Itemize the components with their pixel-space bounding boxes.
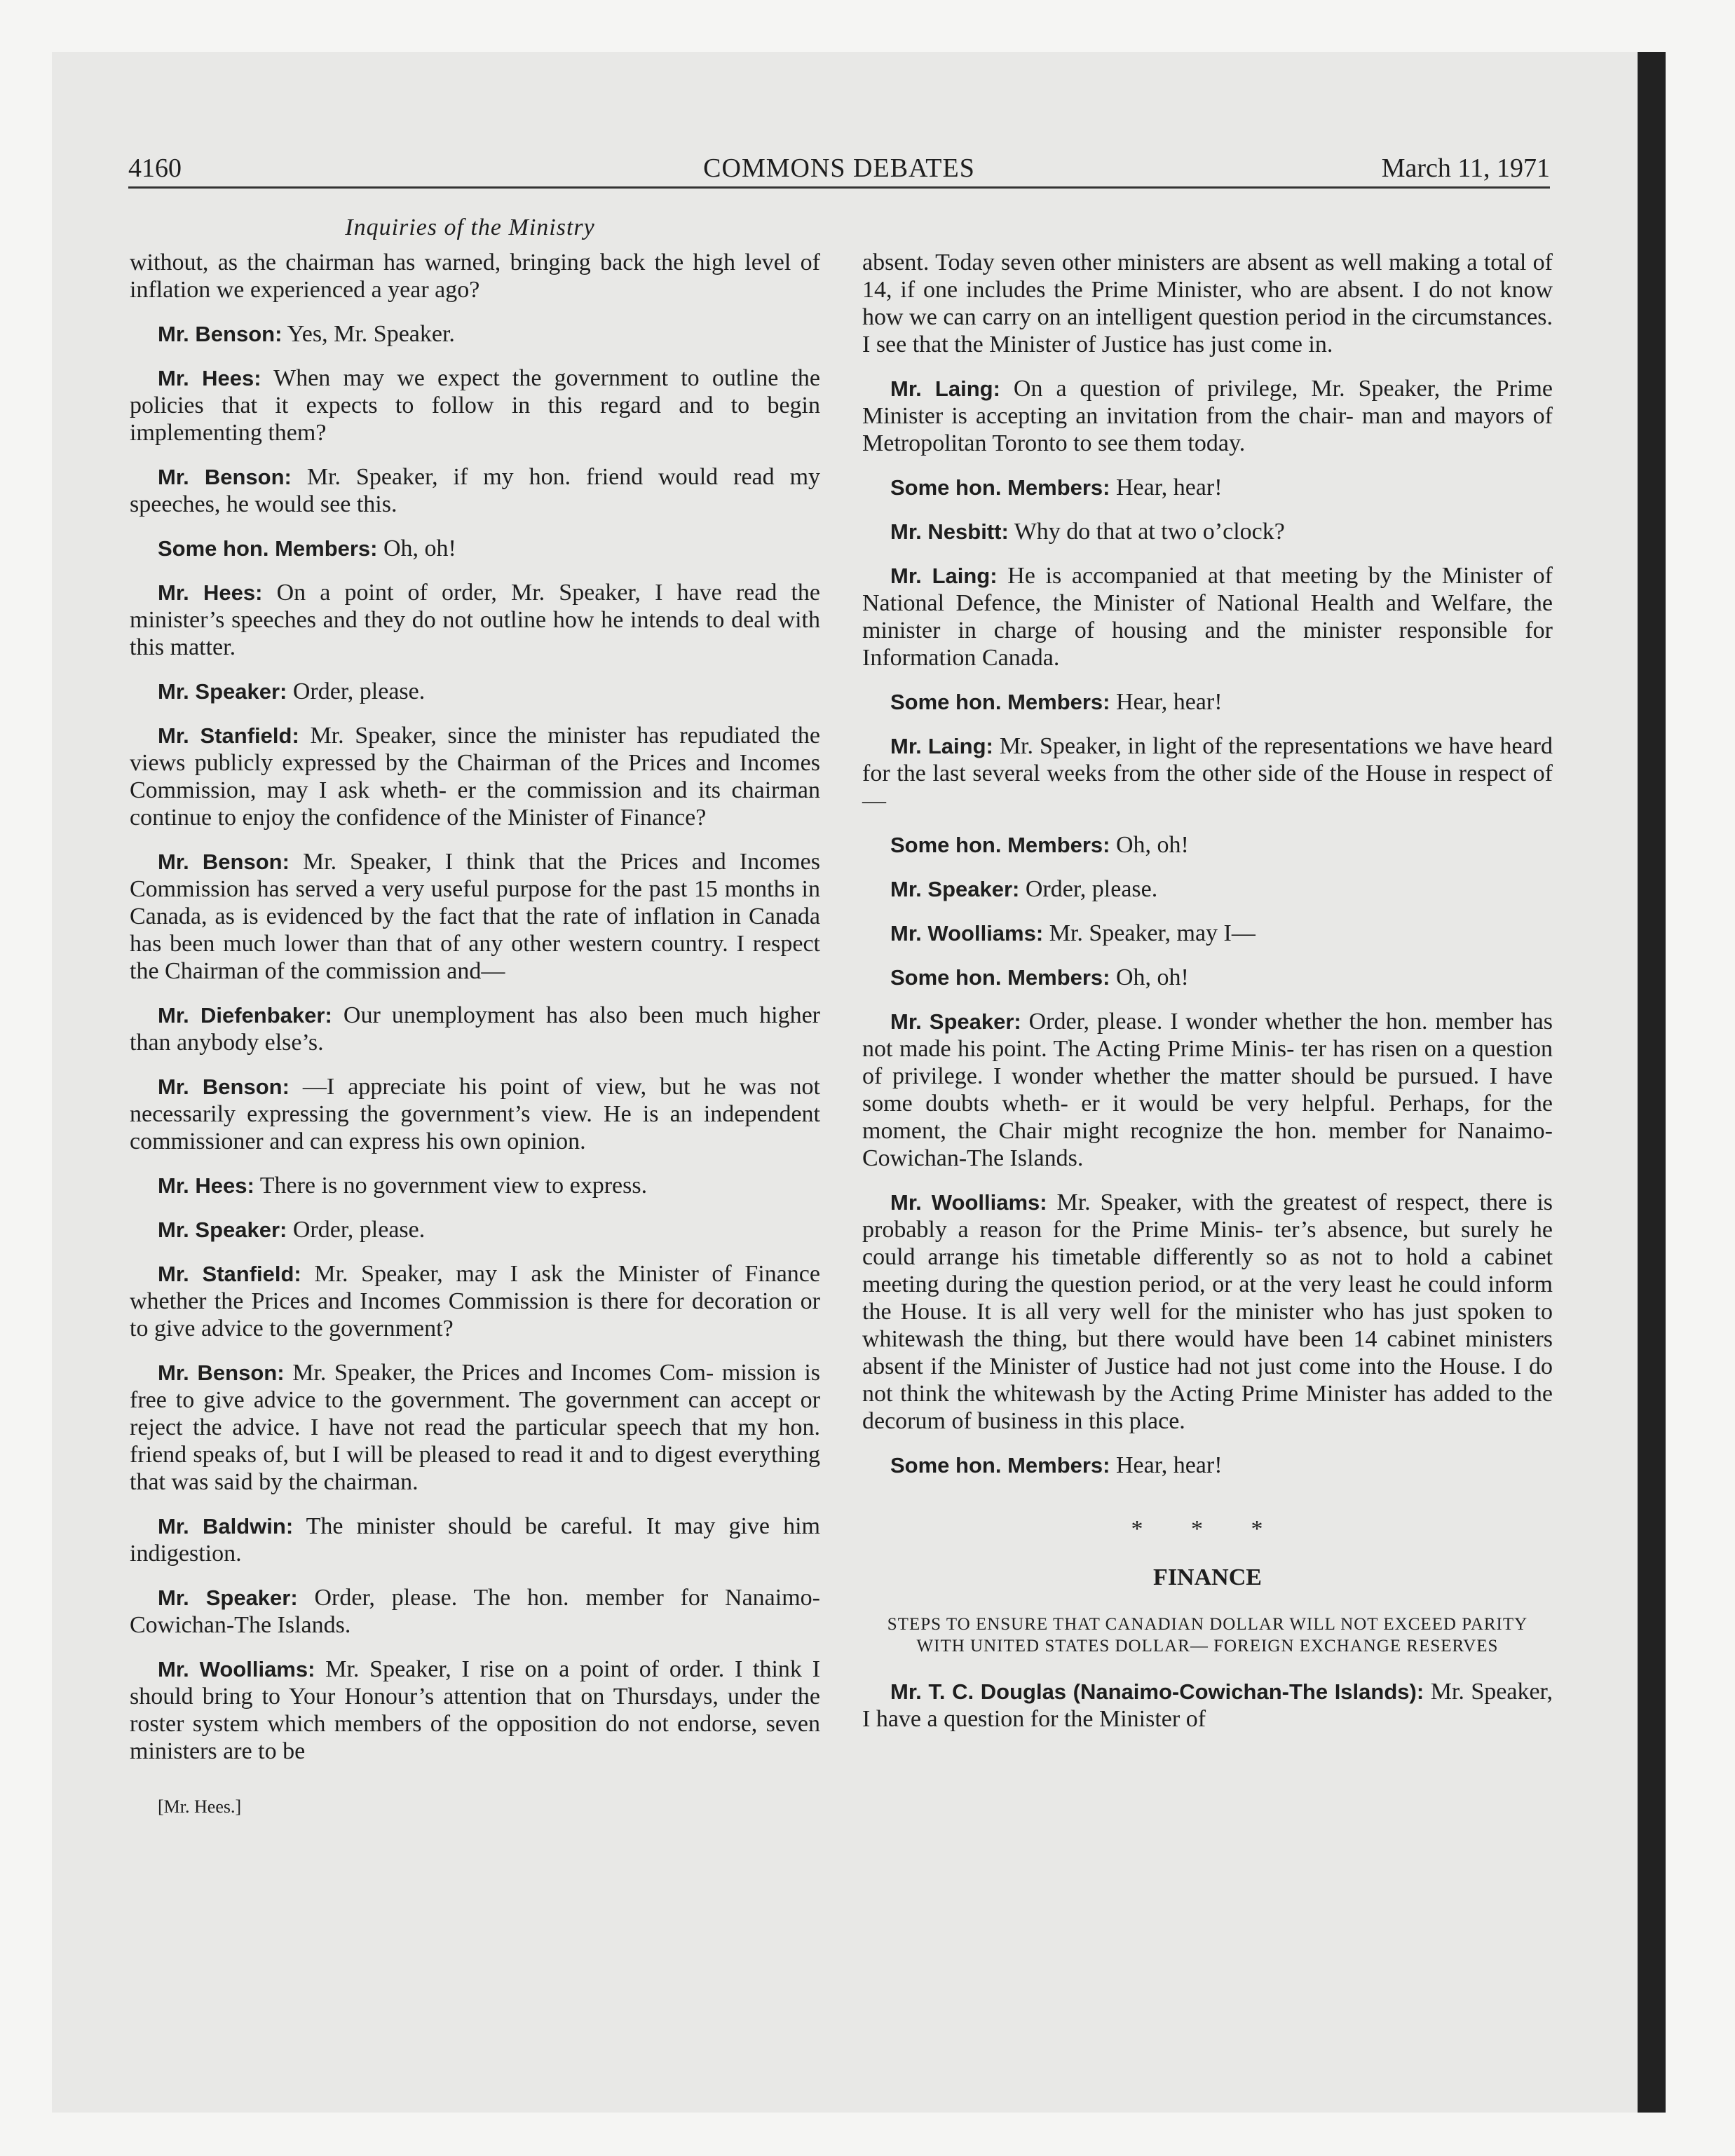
speaker-name: Mr. Benson: <box>158 1074 290 1099</box>
speaker-name: Some hon. Members: <box>890 475 1110 500</box>
speaker-name: Mr. Benson: <box>158 465 292 489</box>
scan-edge-bar <box>1638 52 1666 2113</box>
speaker-name: Mr. Stanfield: <box>158 1262 301 1286</box>
speaker-name: Mr. Hees: <box>158 1173 254 1198</box>
speech-paragraph <box>862 688 1553 716</box>
speaker-name: Mr. Nesbitt: <box>890 519 1009 544</box>
speaker-name: Mr. Hees: <box>158 366 261 390</box>
speaker-name: Mr. Speaker: <box>158 1217 287 1242</box>
speech-text: Order, please. <box>292 1217 426 1243</box>
speech-paragraph <box>862 831 1553 859</box>
speaker-name: Mr. T. C. Douglas (Nanaimo-Cowichan-The Islands): <box>890 1679 1424 1704</box>
speaker-name: Mr. Laing: <box>890 564 998 588</box>
speaker-name: Some hon. Members: <box>890 690 1110 714</box>
speaker-name: Mr. Woolliams: <box>890 921 1044 946</box>
speaker-name: Mr. Benson: <box>158 850 290 874</box>
speech-paragraph <box>130 1002 820 1056</box>
page-header <box>128 147 1550 189</box>
speech-text: Mr. Speaker, I have a question for the Minister of <box>862 1679 1553 1732</box>
speech-text: Our unemployment has also been much higher than anybody else’s. <box>130 1002 821 1056</box>
section-subheading: STEPS TO ENSURE THAT CANADIAN DOLLAR WILL NOT EXCEED PARITY WITH UNITED STATES DOLLAR— FOREIGN EXCHANGE RESERVES <box>887 1615 1528 1656</box>
speech-text: Mr. Speaker, in light of the representations we have heard for the last several weeks from the other side of the House in respect of— <box>862 733 1553 814</box>
speech-text: Yes, Mr. Speaker. <box>287 321 455 347</box>
continuation-text: without, as the chairman has warned, bringing back the high level of inflation we experienced a year ago? <box>130 250 820 303</box>
left-paragraph-list <box>130 320 820 1765</box>
speech-paragraph <box>862 875 1553 903</box>
footer-note: [Mr. Hees.] <box>158 1796 242 1817</box>
speech-paragraph <box>130 1584 820 1639</box>
speech-text: Mr. Speaker, I think that the Prices and Incomes Commission has served a very useful purpose for the past 15 months in Canada, as is evidenced by the fact that the rate of inflation in Canada has been much lower than that of any other western country. I respect the Chairman of the commission and— <box>130 849 821 984</box>
speaker-name: Mr. Speaker: <box>158 679 287 704</box>
speech-paragraph <box>130 463 820 518</box>
speech-text: Mr. Speaker, I rise on a point of order. I think I should bring to Your Honour’s attention that on Thursdays, under the roster system which members of the opposition do not endorse, seven ministers are to be <box>130 1656 821 1764</box>
speaker-name: Mr. Laing: <box>890 734 993 758</box>
speech-paragraph <box>862 375 1553 457</box>
speaker-name: Mr. Speaker: <box>890 1009 1021 1034</box>
speech-text: Mr. Speaker, since the minister has repudiated the views publicly expressed by the Chairman of the Prices and Incomes Commission, may I ask wheth- er the commission and its chairman continue to enjoy the confidence of the Minister of Finance? <box>130 723 820 831</box>
continuation-text: absent. Today seven other ministers are absent as well making a total of 14, if one includes the Prime Minister, who are absent. I do not know how we can carry on an intelligent question period in the circumstances. I see that the Minister of Justice has just come in. <box>862 250 1553 357</box>
speaker-name: Mr. Woolliams: <box>158 1657 315 1681</box>
speaker-name: Mr. Benson: <box>158 322 283 346</box>
speech-text: Mr. Speaker, with the greatest of respect, there is probably a reason for the Prime Minis- ter’s absence, but surely he could arrange his timetable differently so as not to hold a cabinet meeting during the question period, or at the very least he could inform the House. It is all very well for the minister who has just spoken to whitewash the thing, but there would have been 14 cabinet ministers absent if the Minister of Justice had not just come into the House. I do not think the whitewash by the Acting Prime Minister has added to the decorum of business in this place. <box>862 1189 1553 1434</box>
speech-paragraph <box>130 678 820 705</box>
speech-paragraph <box>862 1008 1553 1172</box>
speech-text: Order, please. <box>1025 876 1158 902</box>
section-heading: FINANCE <box>1153 1564 1262 1590</box>
speaker-name: Mr. Benson: <box>158 1360 285 1385</box>
speech-text: —I appreciate his point of view, but he was not necessarily expressing the government’s view. He is an independent commissioner and can express his own opinion. <box>130 1074 820 1154</box>
speech-paragraph <box>130 1260 820 1342</box>
speech-text: On a question of privilege, Mr. Speaker, the Prime Minister is accepting an invitation from the chair- man and mayors of Metropolitan Toronto to see them today. <box>862 376 1553 456</box>
final-paragraph <box>862 1678 1553 1733</box>
speech-paragraph <box>130 1656 820 1765</box>
right-column <box>862 249 1553 1749</box>
speech-paragraph <box>862 1452 1553 1479</box>
speaker-name: Mr. Diefenbaker: <box>158 1003 332 1028</box>
speaker-name: Mr. Baldwin: <box>158 1514 294 1538</box>
speech-text: There is no government view to express. <box>259 1173 648 1199</box>
speech-paragraph <box>862 474 1553 501</box>
speech-text: Mr. Speaker, may I ask the Minister of Finance whether the Prices and Incomes Commission is there for decoration or to give advice to the government? <box>130 1261 820 1342</box>
speaker-name: Mr. Stanfield: <box>158 723 299 748</box>
speech-text: Hear, hear! <box>1116 689 1223 715</box>
speech-text: Hear, hear! <box>1116 475 1223 500</box>
speech-text: Mr. Speaker, the Prices and Incomes Com- mission is free to give advice to the government. The government can accept or reject the advice. I have not read the particular speech that my hon. friend speaks of, but I will be pleased to read it and to digest everything that was said by the chairman. <box>130 1360 820 1495</box>
speaker-name: Some hon. Members: <box>890 965 1110 990</box>
speech-paragraph <box>130 1359 820 1496</box>
speaker-name: Some hon. Members: <box>890 1453 1110 1478</box>
speech-paragraph <box>130 364 820 446</box>
speech-text: Order, please. I wonder whether the hon. member has not made his point. The Acting Prime Minis- ter has risen on a question of privilege. I wonder whether the matter should be pursued. I have some doubts wheth- er it would be very helpful. Perhaps, for the moment, the Chair might recognize the hon. member for Nanaimo- Cowichan-The Islands. <box>862 1009 1553 1171</box>
speech-text: Order, please. <box>292 678 426 704</box>
speaker-name: Mr. Speaker: <box>890 877 1020 901</box>
speech-paragraph <box>130 848 820 985</box>
page-number: 4160 <box>128 153 182 183</box>
section-caption: Inquiries of the Ministry <box>345 214 595 240</box>
speech-text: He is accompanied at that meeting by the Minister of National Defence, the Minister of National Health and Welfare, the minister in charge of housing and the minister responsible for Information Canada. <box>862 563 1553 671</box>
speech-text: Mr. Speaker, if my hon. friend would read my speeches, he would see this. <box>130 464 821 517</box>
speech-paragraph <box>130 320 820 348</box>
speech-text: On a point of order, Mr. Speaker, I have read the minister’s speeches and they do not outline how he intends to deal with this matter. <box>130 580 820 660</box>
speaker-name: Some hon. Members: <box>890 833 1110 857</box>
running-title: COMMONS DEBATES <box>703 153 975 183</box>
right-paragraph-list <box>862 375 1553 1479</box>
speech-text: Oh, oh! <box>1116 832 1189 858</box>
speaker-name: Mr. Laing: <box>890 376 1000 401</box>
speech-paragraph <box>130 722 820 831</box>
speech-paragraph <box>862 518 1553 545</box>
speech-text: The minister should be careful. It may give him indigestion. <box>130 1513 820 1567</box>
speaker-name: Mr. Speaker: <box>158 1585 298 1610</box>
speech-text: Oh, oh! <box>383 535 456 561</box>
speaker-name: Mr. Hees: <box>158 580 263 605</box>
speech-paragraph <box>130 1073 820 1155</box>
speaker-name: Mr. Woolliams: <box>890 1190 1047 1215</box>
speech-paragraph <box>862 562 1553 671</box>
page-date: March 11, 1971 <box>1381 153 1550 183</box>
left-column <box>130 249 820 1820</box>
speech-text: Why do that at two o’clock? <box>1014 519 1285 545</box>
speech-text: When may we expect the government to outline the policies that it expects to follow in this regard and to begin implementing them? <box>130 365 821 446</box>
speaker-name: Some hon. Members: <box>158 536 378 561</box>
speech-paragraph <box>130 579 820 661</box>
speech-paragraph <box>862 920 1553 947</box>
speech-paragraph <box>862 964 1553 991</box>
speech-text: Mr. Speaker, may I— <box>1049 920 1256 946</box>
speech-paragraph <box>130 1513 820 1567</box>
speech-paragraph <box>862 732 1553 814</box>
speech-text: Oh, oh! <box>1116 964 1189 990</box>
section-separator: * * * <box>1131 1516 1284 1542</box>
speech-paragraph <box>130 1172 820 1199</box>
speech-text: Hear, hear! <box>1116 1452 1223 1478</box>
speech-text: Order, please. The hon. member for Nanaimo-Cowichan-The Islands. <box>130 1585 820 1638</box>
speech-paragraph <box>130 1216 820 1243</box>
speech-paragraph <box>130 535 820 562</box>
speech-paragraph <box>862 1189 1553 1435</box>
